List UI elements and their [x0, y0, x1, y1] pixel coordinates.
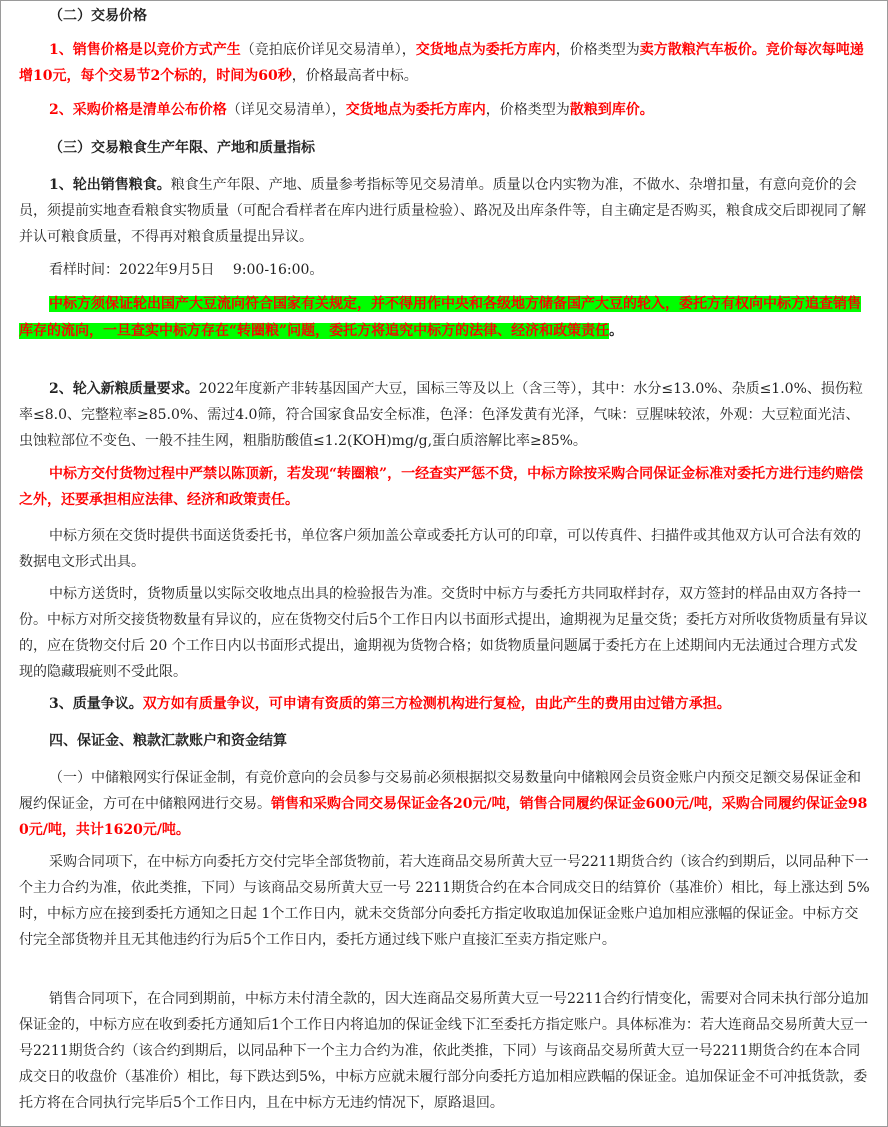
section-heading-deposit: 四、保证金、粮款汇款账户和资金结算	[49, 733, 287, 749]
paragraph-sale-grain: 1、轮出销售粮食。粮食生产年限、产地、质量参考指标等见交易清单。质量以仓内实物为准，不做水、杂增扣量，有意向竞价的会员，须提前实地查看粮食实物质量（可配合看样者在库内进行质量检验）、路况及出库条件等，自主确定是否购买，粮食成交后即视同了解并认可粮食质量，不得再对粮食质量提出异议。	[19, 177, 866, 245]
viewing-time: 看样时间：2022年9月5日 9:00-16:00。	[49, 262, 324, 278]
paragraph-buy-quality: 2、轮入新粮质量要求。2022年度新产非转基因国产大豆，国标三等及以上（含三等），其中：水分≤13.0%、杂质≤1.0%、损伤粒率≤8.0、完整粒率≥85.0%、需过4.0筛，符合国家食品安全标准，色泽：色泽发黄有光泽，气味：豆腥味较浓，外观：大豆粒面光洁、虫蚀粒部位不变色、一般不挂生网，粗脂肪酸值≤1.2(KOH)mg/g,蛋白质溶解比率≥85%。	[19, 381, 863, 449]
section-heading-trade-price: （二）交易价格	[49, 8, 147, 24]
paragraph-sales-contract: 销售合同项下，在合同到期前，中标方未付清全款的，因大连商品交易所黄大豆一号2211合约行情变化，需要对合同未执行部分追加保证金的，中标方应在收到委托方通知后1个工作日内将追加的保证金线下汇至委托方指定账户。具体标准为：若大连商品交易所黄大豆一号2211期货合约（该合约到期后，以同品种下一个主力合约为准，依此类推，下同）与该商品交易所黄大豆一号2211期货合约在本合同成交日的收盘价（基准价）相比，每下跌达到5%，中标方应就未履行部分向委托方追加相应跌幅的保证金。追加保证金不可冲抵货款，委托方将在合同执行完毕后5个工作日内，且在中标方无违约情况下，原路退回。	[19, 991, 869, 1111]
paragraph-purchase-price: 2、采购价格是清单公布价格（详见交易清单），交货地点为委托方库内，价格类型为散粮到库价。	[49, 102, 654, 118]
paragraph-sale-price: 1、销售价格是以竞价方式产生（竞拍底价详见交易清单），交货地点为委托方库内，价格类型为卖方散粮汽车板价。竞价每次每吨递增10元，每个交易节2个标的，时间为60秒，价格最高者中标。	[19, 42, 864, 84]
paragraph-purchase-contract: 采购合同项下，在中标方向委托方交付完毕全部货物前，若大连商品交易所黄大豆一号2211期货合约（该合约到期后，以同品种下一个主力合约为准，依此类推，下同）与该商品交易所黄大豆一号 2211期货合约在本合同成交日的结算价（基准价）相比，每上涨达到 5%时，中标方应在接到委托方通知之日起 1个工作日内，就未交货部分向委托方指定收取追加保证金账户追加相应涨幅的保证金。中标方交付完全部货物并且无其他违约行为后5个工作日内，委托方通过线下账户直接汇至卖方指定账户。	[19, 854, 870, 948]
paragraph-delivery-letter: 中标方须在交货时提供书面送货委托书，单位客户须加盖公章或委托方认可的印章，可以传真件、扫描件或其他双方认可合法有效的数据电文形式出具。	[19, 528, 861, 570]
section-heading-quality: （三）交易粮食生产年限、产地和质量指标	[49, 140, 315, 156]
paragraph-deposit: （一）中储粮网实行保证金制，有竞价意向的会员参与交易前必须根据拟交易数量向中储粮网会员资金账户内预交足额交易保证金和履约保证金，方可在中储粮网进行交易。销售和采购合同交易保证金各20元/吨，销售合同履约保证金600元/吨，采购合同履约保证金980元/吨，共计1620元/吨。	[19, 770, 868, 838]
paragraph-turnover-warning: 中标方交付货物过程中严禁以陈顶新，若发现“转圈粮”，一经查实严惩不贷，中标方除按采购合同保证金标准对委托方进行违约赔偿之外，还要承担相应法律、经济和政策责任。	[19, 466, 864, 508]
paragraph-quality-dispute: 3、质量争议。双方如有质量争议，可申请有资质的第三方检测机构进行复检，由此产生的费用由过错方承担。	[49, 696, 731, 712]
highlight-notice: 中标方须保证轮出国产大豆流向符合国家有关规定，并不得用作中央和各级地方储备国产大豆的轮入，委托方有权向中标方追查销售库存的流向，一旦查实中标方存在“转圈粮”问题，委托方将追究中标方的法律、经济和政策责任。	[19, 296, 861, 339]
paragraph-inspection: 中标方送货时，货物质量以实际交收地点出具的检验报告为准。交货时中标方与委托方共同取样封存，双方签封的样品由双方各持一份。中标方对所交接货物数量有异议的，应在货物交付后5个工作日内以书面形式提出，逾期视为足量交货；委托方对所收货物质量有异议的，应在货物交付后 20 个工作日内以书面形式提出，逾期视为货物合格；如货物质量问题属于委托方在上述期间内无法通过合理方式发现的隐藏瑕疵则不受此限。	[19, 586, 868, 680]
